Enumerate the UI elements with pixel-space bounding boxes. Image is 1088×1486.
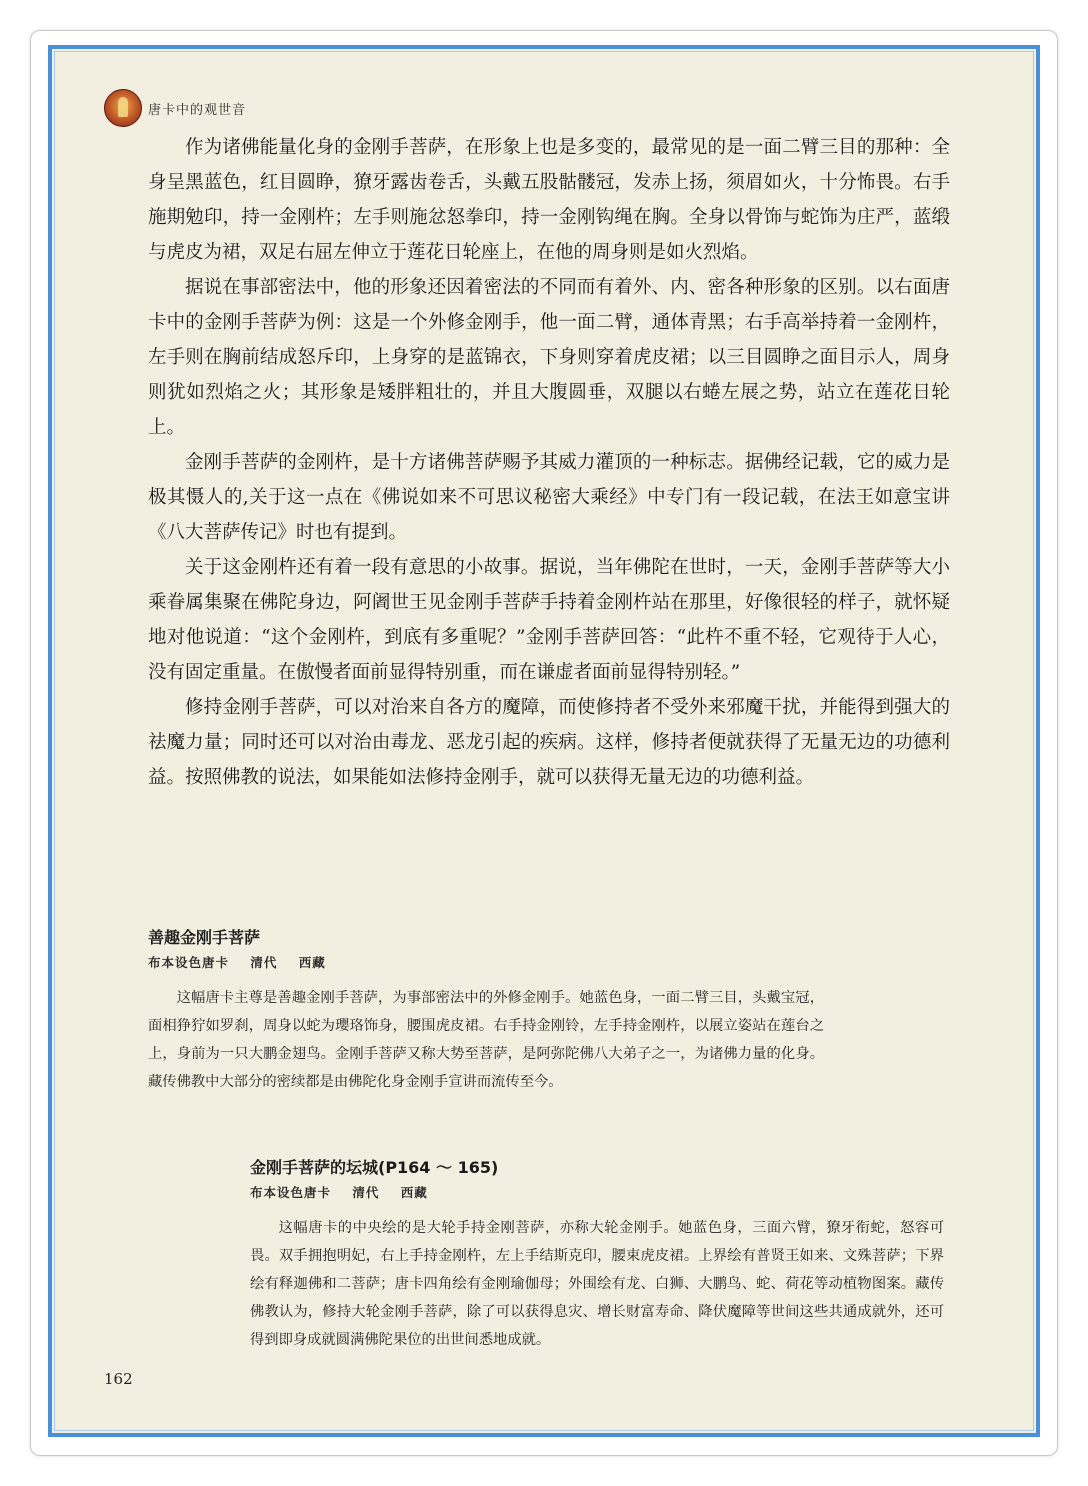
caption-medium: 布本设色唐卡	[250, 1185, 332, 1200]
main-body-text	[148, 130, 950, 795]
running-title: 唐卡中的观世音	[148, 102, 247, 118]
running-head	[104, 88, 246, 128]
caption-subtitle	[250, 1182, 944, 1204]
caption-title: 善趣金刚手菩萨	[148, 928, 261, 947]
caption-region: 西藏	[298, 955, 326, 970]
body-paragraph-1: 作为诸佛能量化身的金刚手菩萨，在形象上也是多变的，最常见的是一面二臂三目的那种：全身呈黑蓝色，红目圆睁，獠牙露齿卷舌，头戴五股骷髅冠，发赤上扬，须眉如火，十分怖畏。右手施期勉印，持一金刚杵；左手则施忿怒拳印，持一金刚钩绳在胸。全身以骨饰与蛇饰为庄严，蓝缎与虎皮为裙，双足右屈左伸立于莲花日轮座上，在他的周身则是如火烈焰。	[148, 137, 950, 263]
caption-period: 清代	[352, 1185, 380, 1200]
thangka-figure-emblem-icon	[104, 89, 142, 127]
page-number: 162	[104, 1370, 133, 1388]
body-paragraph-4: 关于这金刚杵还有着一段有意思的小故事。据说，当年佛陀在世时，一天，金刚手菩萨等大小乘眷属集聚在佛陀身边，阿阇世王见金刚手菩萨手持着金刚杵站在那里，好像很轻的样子，就怀疑地对他说道：“这个金刚杵，到底有多重呢？”金刚手菩萨回答：“此杵不重不轻，它观待于人心，没有固定重量。在傲慢者面前显得特别重，而在谦虚者面前显得特别轻。”	[148, 557, 950, 683]
body-paragraph-2: 据说在事部密法中，他的形象还因着密法的不同而有着外、内、密各种形象的区别。以右面唐卡中的金刚手菩萨为例：这是一个外修金刚手，他一面二臂，通体青黑；右手高举持着一金刚杵，左手则在胸前结成怒斥印，上身穿的是蓝锦衣，下身则穿着虎皮裙；以三目圆睁之面目示人，周身则犹如烈焰之火；其形象是矮胖粗壮的，并且大腹圆垂，双腿以右蜷左展之势，站立在莲花日轮上。	[148, 277, 950, 438]
body-paragraph-3: 金刚手菩萨的金刚杵，是十方诸佛菩萨赐予其威力灌顶的一种标志。据佛经记载，它的威力是极其慑人的,关于这一点在《佛说如来不可思议秘密大乘经》中专门有一段记载，在法王如意宝讲《八大菩萨传记》时也有提到。	[148, 452, 950, 543]
caption-description: 这幅唐卡的中央绘的是大轮手持金刚菩萨，亦称大轮金刚手。她蓝色身，三面六臂，獠牙衔蛇，怒容可畏。双手拥抱明妃，右上手持金刚杵，左上手结斯克印，腰束虎皮裙。上界绘有普贤王如来、文殊菩萨；下界绘有释迦佛和二菩萨；唐卡四角绘有金刚瑜伽母；外围绘有龙、白狮、大鹏鸟、蛇、荷花等动植物图案。藏传佛教认为，修持大轮金刚手菩萨，除了可以获得息灾、增长财富寿命、降伏魔障等世间这些共通成就外，还可得到即身成就圆满佛陀果位的出世间悉地成就。	[250, 1220, 944, 1348]
caption-description: 这幅唐卡主尊是善趣金刚手菩萨，为事部密法中的外修金刚手。她蓝色身，一面二臂三目，头戴宝冠，面相狰狞如罗刹，周身以蛇为瓔珞饰身，腰围虎皮裙。右手持金刚铃，左手持金刚杵，以展立姿站在莲台之上，身前为一只大鹏金翅鸟。金刚手菩萨又称大势至菩萨，是阿弥陀佛八大弟子之一，为诸佛力量的化身。藏传佛教中大部分的密续都是由佛陀化身金刚手宣讲而流传至今。	[148, 990, 824, 1090]
caption-subtitle	[148, 952, 824, 974]
caption-period: 清代	[250, 955, 278, 970]
caption-region: 西藏	[400, 1185, 428, 1200]
caption-shanqu-vajrapani	[148, 926, 824, 1096]
body-paragraph-5: 修持金刚手菩萨，可以对治来自各方的魔障，而使修持者不受外来邪魔干扰，并能得到强大的祛魔力量；同时还可以对治由毒龙、恶龙引起的疾病。这样，修持者便就获得了无量无边的功德利益。按照佛教的说法，如果能如法修持金刚手，就可以获得无量无边的功德利益。	[148, 697, 950, 788]
caption-title: 金刚手菩萨的坛城(P164 ～ 165)	[250, 1158, 499, 1177]
caption-vajrapani-mandala	[250, 1156, 944, 1354]
caption-medium: 布本设色唐卡	[148, 955, 230, 970]
